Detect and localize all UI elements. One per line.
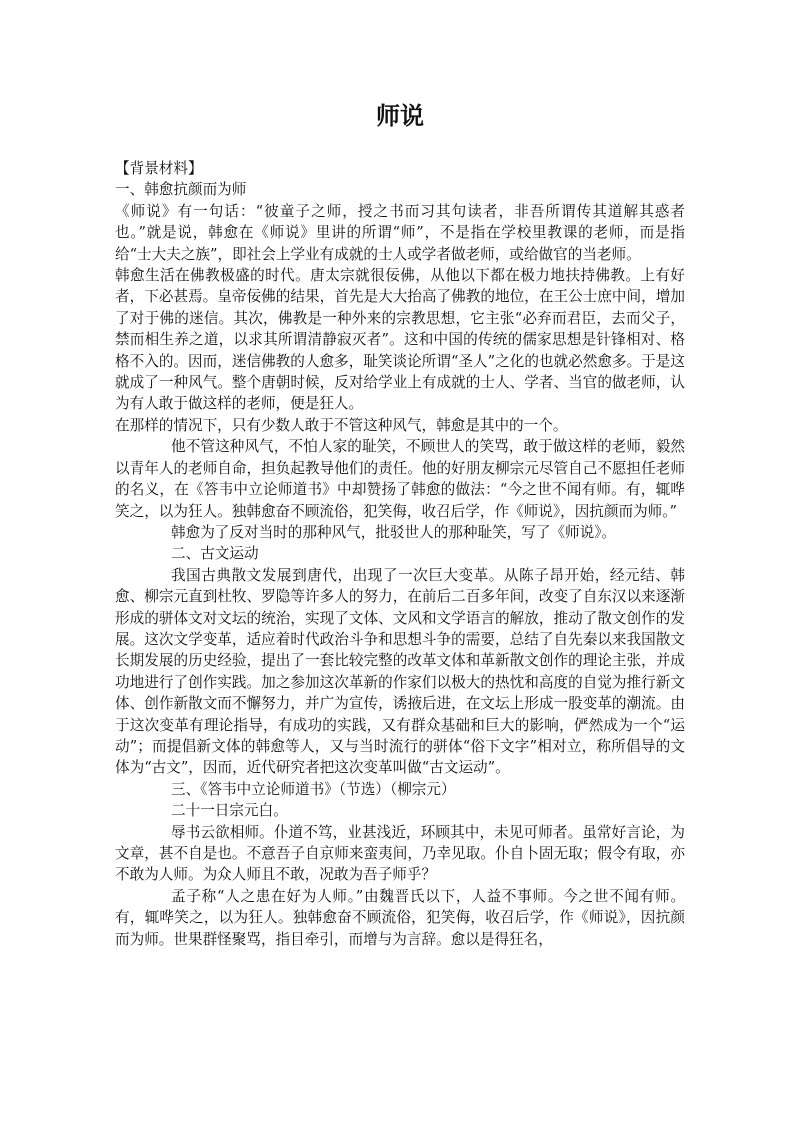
section-heading-3: 三、《答韦中立论师道书》（节选）（柳宗元） bbox=[171, 780, 456, 798]
paragraph: 韩愈为了反对当时的那种风气，批驳世人的那种耻笑，写了《师说》。 bbox=[171, 523, 617, 541]
paragraph: 二十一日宗元白。 bbox=[171, 802, 288, 820]
paragraph: 他不管这种风气，不怕人家的耻笑，不顾世人的笑骂，敢于做这样的老师，毅然以青年人的老师自命，担负起教导他们的责任。他的好朋友柳宗元尽管自己不愿担任老师的名义，在《答韦中立论师道书》中却赞扬了韩愈的做法：“今之世不闻有师。有，辄哗笑之，以为狂人。独韩愈奋不顾流俗，犯笑侮，收召后学，作《师说》，因抗颜而为师。” bbox=[115, 438, 685, 520]
paragraph: 在那样的情况下，只有少数人敢于不管这种风气，韩愈是其中的一个。 bbox=[115, 416, 568, 434]
paragraph: 《师说》有一句话：“彼童子之师，授之书而习其句读者，非吾所谓传其道解其惑者也。”就是说，韩愈在《师说》里讲的所谓“师”，不是指在学校里教课的老师，而是指给“士大夫之族”，即社会上学业有成就的士人或学者做老师，或给做官的当老师。 bbox=[115, 202, 685, 263]
paragraph: 辱书云欲相师。仆道不笃，业甚浅近，环顾其中，未见可师者。虽常好言论，为文章，甚不自是也。不意吾子自京师来蛮夷间，乃幸见取。仆自卜固无取；假令有取，亦不敢为人师。为众人师且不敢，况敢为吾子师乎？ bbox=[115, 823, 685, 884]
paragraph: 韩愈生活在佛教极盛的时代。唐太宗就很佞佛，从他以下都在极力地扶持佛教。上有好者，下必甚焉。皇帝佞佛的结果，首先是大大抬高了佛教的地位，在王公士庶中间，增加了对于佛的迷信。其次，佛教是一种外来的宗教思想，它主张“必弃而君臣，去而父子，禁而相生养之道，以求其所谓清静寂灭者”。这和中国的传统的儒家思想是针锋相对、格格不入的。因而，迷信佛教的人愈多，耻笑谈论所谓“圣人”之化的也就必然愈多。于是这就成了一种风气。整个唐朝时候，反对给学业上有成就的士人、学者、当官的做老师，认为有人敢于做这样的老师，便是狂人。 bbox=[115, 267, 685, 413]
section-heading-2: 二、古文运动 bbox=[171, 545, 259, 563]
section-heading-1: 一、韩愈抗颜而为师 bbox=[115, 181, 247, 199]
paragraph: 我国古典散文发展到唐代，出现了一次巨大变革。从陈子昂开始，经元结、韩愈、柳宗元直到杜牧、罗隐等许多人的努力，在前后二百多年间，改变了自东汉以来逐渐形成的骈体文对文坛的统治，实现了文体、文风和文学语言的解放，推动了散文创作的发展。这次文学变革，适应着时代政治斗争和思想斗争的需要，总结了自先秦以来我国散文长期发展的历史经验，提出了一套比较完整的改革文体和革新散文创作的理论主张，并成功地进行了创作实践。加之参加这次革新的作家们以极大的热忱和高度的自觉为推行新文体、创作新散文而不懈努力，并广为宣传，诱掖后进，在文坛上形成一股变革的潮流。由于这次变革有理论指导，有成功的实践，又有群众基础和巨大的影响，俨然成为一个“运动”；而提倡新文体的韩愈等人，又与当时流行的骈体“俗下文字”相对立，称所倡导的文体为“古文”，因而，近代研究者把这次变革叫做“古文运动”。 bbox=[115, 566, 685, 777]
background-heading: 【背景材料】 bbox=[115, 160, 203, 177]
document-title: 师说 bbox=[376, 101, 424, 130]
paragraph: 孟子称“人之患在好为人师。”由魏晋氏以下，人益不事师。今之世不闻有师。有，辄哗笑之，以为狂人。独韩愈奋不顾流俗，犯笑侮，收召后学，作《师说》，因抗颜而为师。世果群怪聚骂，指目牵引，而增与为言辞。愈以是得狂名， bbox=[115, 887, 685, 948]
document-body bbox=[115, 158, 685, 950]
